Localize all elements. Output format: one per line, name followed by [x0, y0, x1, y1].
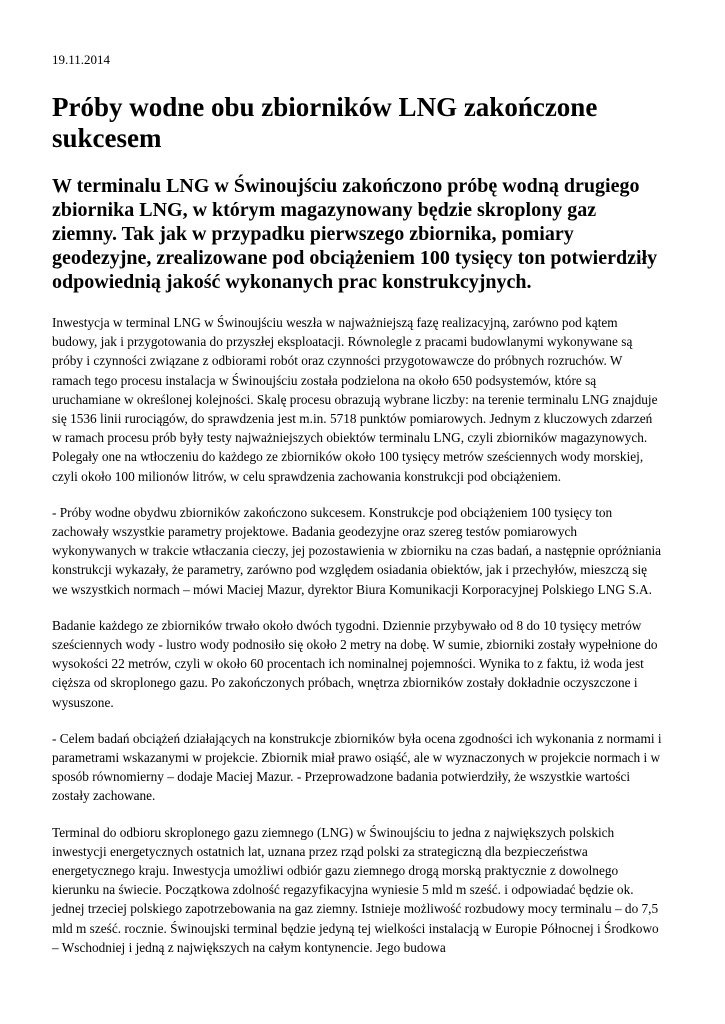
body-paragraph: - Próby wodne obydwu zbiorników zakończono sukcesem. Konstrukcje pod obciążeniem 100 tysięcy ton zachowały wszystkie parametry projektowe. Badania geodezyjne oraz szereg testów pomiarowych wykonywanych w trakcie wtłaczania cieczy, jej pozostawienia w zbiorniku na czas badań, a następnie opróżniania konstrukcji wykazały, że parametry, zarówno pod względem osiadania obiektów, jak i przechyłów, mieszczą się we wszystkich normach – mówi Maciej Mazur, dyrektor Biura Komunikacji Korporacyjnej Polskiego LNG S.A.	[52, 504, 662, 597]
body-paragraph: Badanie każdego ze zbiorników trwało około dwóch tygodni. Dziennie przybywało od 8 do 10 tysięcy metrów sześciennych wody - lustro wody podnosiło się około 2 metry na dobę. W sumie, zbiorniki zostały wypełnione do wysokości 22 metrów, czyli w około 60 procentach ich nominalnej pojemności. Wynika to z faktu, iż woda jest cięższa od skroplonego gazu. Po zakończonych próbach, wnętrza zbiorników zostały dokładnie oczyszczone i wysuszone.	[52, 617, 658, 710]
article-date: 19.11.2014	[52, 52, 111, 67]
body-paragraph: Terminal do odbioru skroplonego gazu ziemnego (LNG) w Świnoujściu to jedna z największych polskich inwestycji energetycznych ostatnich lat, uznana przez rząd polski za strategiczną dla bezpieczeństwa energetycznego kraju. Inwestycja umożliwi odbiór gazu ziemnego drogą morską praktycznie z dowolnego kierunku na świecie. Początkowa zdolność regazyfikacyjna wyniesie 5 mld m sześć. i odpowiadać będzie ok. jednej trzeciej polskiego zapotrzebowania na gaz ziemny. Istnieje możliwość rozbudowy mocy terminalu – do 7,5 mld m sześć. rocznie. Świnoujski terminal będzie jedyną tej wielkości instalacją w Europie Północnej i Środkowo – Wschodniej i jedną z największych na całym kontynencie. Jego budowa	[52, 824, 659, 955]
article-title: Próby wodne obu zbiorników LNG zakończone sukcesem	[52, 92, 598, 153]
body-paragraph: Inwestycja w terminal LNG w Świnoujściu weszła w najważniejszą fazę realizacyjną, zarówno pod kątem budowy, jak i przygotowania do przyszłej eksploatacji. Równolegle z pracami budowlanymi wykonywane są próby i czynności związane z odbiorami robót oraz czynności przygotowawcze do próbnych rozruchów. W ramach tego procesu instalacja w Świnoujściu została podzielona na około 650 podsystemów, które są uruchamiane w określonej kolejności. Skalę procesu obrazują wybrane liczby: na terenie terminalu LNG znajduje się 1536 linii rurociągów, do sprawdzenia jest m.in. 5718 punktów pomiarowych. Jednym z kluczowych zdarzeń w ramach procesu prób były testy najważniejszych obiektów terminalu LNG, czyli zbiorników magazynowych. Polegały one na wtłoczeniu do każdego ze zbiorników około 100 tysięcy metrów sześciennych wody morskiej, czyli około 100 milionów litrów, w celu sprawdzenia zachowania konstrukcji pod obciążeniem.	[52, 315, 658, 484]
body-paragraph: - Celem badań obciążeń działających na konstrukcje zbiorników była ocena zgodności ich wykonania z normami i parametrami wskazanymi w projekcie. Zbiornik miał prawo osiąść, ale w wyznaczonych w projekcie normach i w sposób równomierny – dodaje Maciej Mazur. - Przeprowadzone badania potwierdziły, że wszystkie wartości zostały zachowane.	[52, 730, 662, 804]
document-page	[52, 52, 662, 957]
article-lead: W terminalu LNG w Świnoujściu zakończono próbę wodną drugiego zbiornika LNG, w którym magazynowany będzie skroplony gaz ziemny. Tak jak w przypadku pierwszego zbiornika, pomiary geodezyjne, zrealizowane pod obciążeniem 100 tysięcy ton potwierdziły odpowiednią jakość wykonanych prac konstrukcyjnych.	[52, 175, 658, 293]
